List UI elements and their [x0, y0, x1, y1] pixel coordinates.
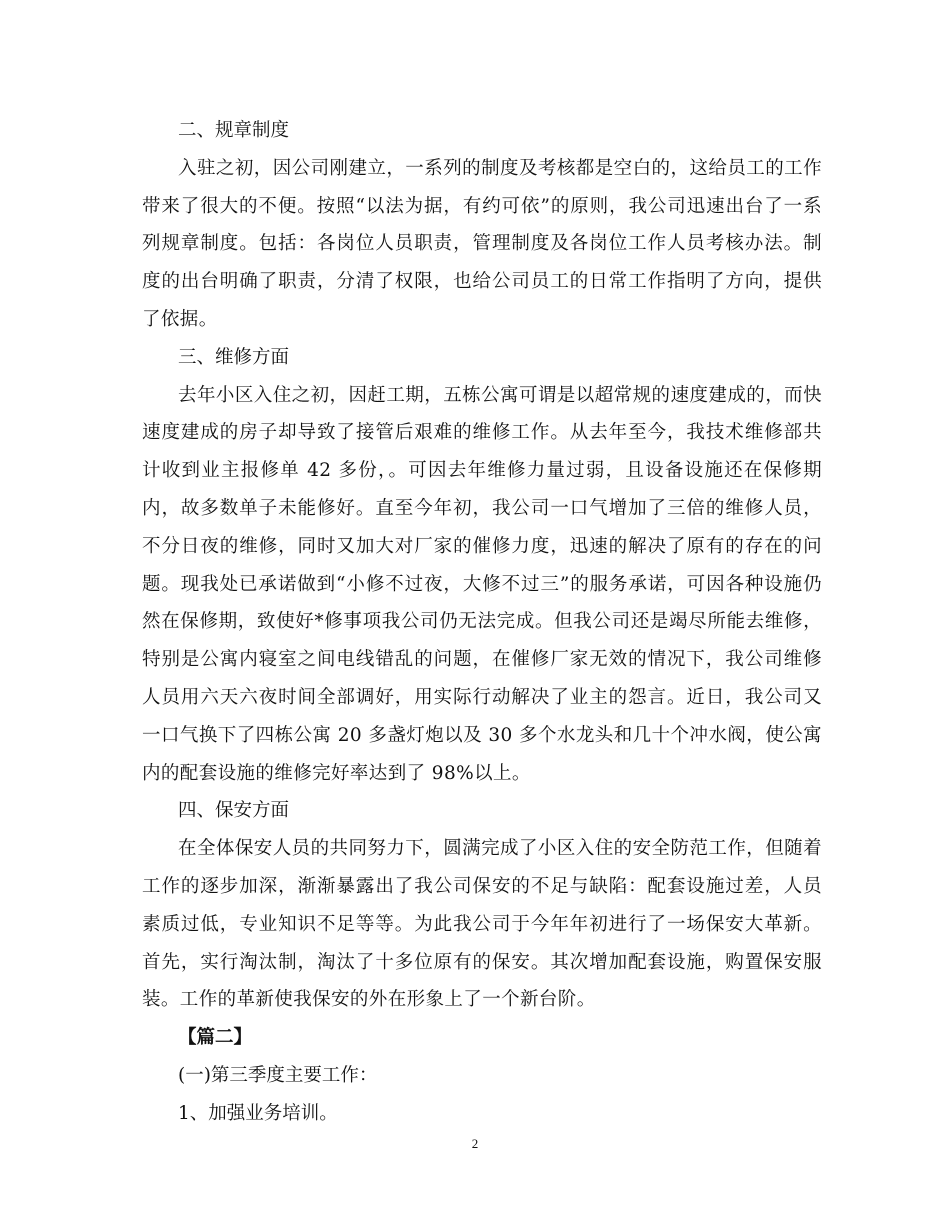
- section-heading-maintenance: 三、维修方面: [178, 346, 290, 368]
- subsection-heading: (一)第三季度主要工作：: [178, 1064, 378, 1086]
- section-heading-regulations: 二、规章制度: [178, 120, 290, 141]
- page-number: 2: [471, 1136, 479, 1151]
- document-body: [142, 112, 822, 1133]
- paragraph-security: 在全体保安人员的共同努力下，圆满完成了小区入住的安全防范工作，但随着工作的逐步加深，渐渐暴露出了我公司保安的不足与缺陷：配套设施过差，人员素质过低，专业知识不足等等。为此我公司于今年年初进行了一场保安大革新。首先，实行淘汰制，淘汰了十多位原有的保安。其次增加配套设施，购置保安服装。工作的革新使我保安的外在形象上了一个新台阶。: [142, 838, 822, 1011]
- list-item: 1、加强业务培训。: [178, 1102, 338, 1124]
- paragraph-maintenance: 去年小区入住之初，因赶工期，五栋公寓可谓是以超常规的速度建成的，而快速度建成的房子却导致了接管后艰难的维修工作。从去年至今，我技术维修部共计收到业主报修单 42 多份，。可因去年维修力量过弱，且设备设施还在保修期内，故多数单子未能修好。直至今年初，我公司一口气增加了三倍的维修人员，不分日夜的维修，同时又加大对厂家的催修力度，迅速的解决了原有的存在的问题。现我处已承诺做到“小修不过夜，大修不过三”的服务承诺，可因各种设施仍然在保修期，致使好*修事项我公司仍无法完成。但我公司还是竭尽所能去维修，特别是公寓内寝室之间电线错乱的问题，在催修厂家无效的情况下，我公司维修人员用六天六夜时间全部调好，用实际行动解决了业主的怨言。近日，我公司又一口气换下了四栋公寓 20 多盏灯炮以及 30 多个水龙头和几十个冲水阀，使公寓内的配套设施的维修完好率达到了 98%以上。: [142, 384, 822, 784]
- paragraph-regulations: 入驻之初，因公司刚建立，一系列的制度及考核都是空白的，这给员工的工作带来了很大的不便。按照“以法为据，有约可依”的原则，我公司迅速出台了一系列规章制度。包括：各岗位人员职责，管理制度及各岗位工作人员考核办法。制度的出台明确了职责，分清了权限，也给公司员工的日常工作指明了方向，提供了依据。: [142, 157, 822, 330]
- part-heading: 【篇二】: [178, 1027, 253, 1049]
- section-heading-security: 四、保安方面: [178, 800, 290, 822]
